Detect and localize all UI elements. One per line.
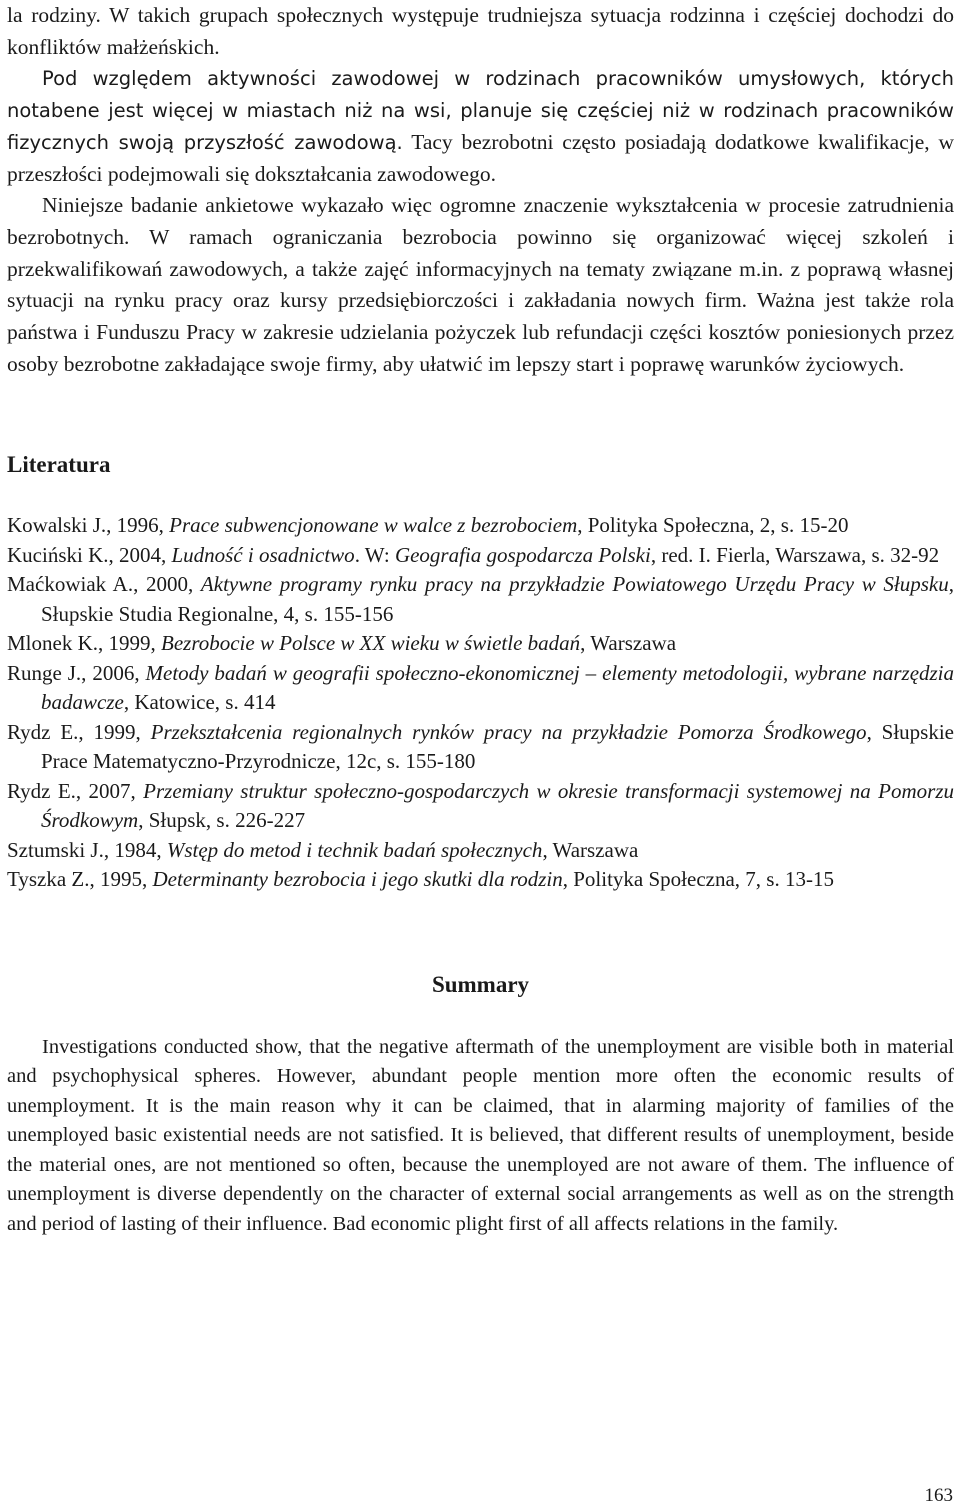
literature-heading: Literatura [7, 452, 111, 478]
summary-heading: Summary [431, 971, 530, 997]
reference-item: Rydz E., 2007, Przemiany struktur społeczno-gospodarczych w okresie transformacji systemowej na Pomorzu Środkowym, Słupsk, s. 226-227 [7, 778, 954, 833]
reference-item: Mlonek K., 1999, Bezrobocie w Polsce w XX wieku w świetle badań, Warszawa [7, 631, 677, 656]
paragraph-2 [7, 63, 954, 190]
paragraph-2-part-b: Tacy bezrobotni często posiadają dodatkowe kwalifikacje, w przeszłości podejmowali się dokształcania zawodowego. [7, 129, 955, 186]
paragraph-1: la rodziny. W takich grupach społecznych występuje trudniejsza sytuacja rodzinna i częściej dochodzi do konfliktów małżeńskich. [7, 3, 954, 59]
reference-item: Kowalski J., 1996, Prace subwencjonowane w walce z bezrobociem, Polityka Społeczna, 2, s. 15-20 [7, 513, 849, 538]
reference-item: Kuciński K., 2004, Ludność i osadnictwo. W: Geografia gospodarcza Polski, red. I. Fierla, Warszawa, s. 32-92 [7, 542, 940, 567]
reference-item: Rydz E., 1999, Przekształcenia regionalnych rynków pracy na przykładzie Pomorza Środkowego, Słupskie Prace Matematyczno-Przyrodnicze, 12c, s. 155-180 [7, 719, 955, 774]
paragraph-2-part-a: Pod względem aktywności zawodowej w rodzinach pracowników umysłowych, których notabene jest więcej w miastach niż na wsi, planuje się częściej niż w rodzinach pracowników fizycznych swoją przyszłość zawodową. [7, 67, 954, 154]
reference-item: Tyszka Z., 1995, Determinanty bezrobocia i jego skutki dla rodzin, Polityka Społeczna, 7, s. 13-15 [7, 867, 834, 892]
reference-item: Sztumski J., 1984, Wstęp do metod i technik badań społecznych, Warszawa [7, 837, 639, 862]
body-text [7, 0, 954, 380]
page-number: 163 [924, 1485, 953, 1506]
summary-text: Investigations conducted show, that the negative aftermath of the unemployment are visible both in material and psychophysical spheres. However, abundant people mention more often the economic results of unemployment. It is the main reason why it can be claimed, that in alarming majority of families of the unemployed basic existential needs are not satisfied. It is believed, that different results of unemployment, beside the material ones, are not mentioned so often, because the unemployed are not aware of them. The influence of unemployment is diverse dependently on the character of external social arrangements as well as on the strength and period of lasting of their influence. Bad economic plight first of all affects relations in the family. [7, 1035, 954, 1235]
reference-item: Maćkowiak A., 2000, Aktywne programy rynku pracy na przykładzie Powiatowego Urzędu Pracy w Słupsku, Słupskie Studia Regionalne, 4, s. 155-156 [7, 572, 954, 626]
paragraph-3: Niniejsze badanie ankietowe wykazało więc ogromne znaczenie wykształcenia w procesie zatrudnienia bezrobotnych. W ramach ograniczania bezrobocia powinno się organizować więcej szkoleń i przekwalifikowań zawodowych, a także zajęć informacyjnych na tematy związane m.in. z poprawą własnej sytuacji na rynku pracy oraz kursy przedsiębiorczości i zakładania nowych firm. Ważna jest także rola państwa i Funduszu Pracy w zakresie udzielania pożyczek lub refundacji części kosztów poniesionych przez osoby bezrobotne zakładające swoje firmy, aby ułatwić im lepszy start i poprawę warunków życiowych. [7, 193, 954, 376]
reference-list [7, 511, 954, 895]
reference-item: Runge J., 2006, Metody badań w geografii społeczno-ekonomicznej – elementy metodologii, wybrane narzędzia badawcze, Katowice, s. 414 [7, 660, 955, 715]
